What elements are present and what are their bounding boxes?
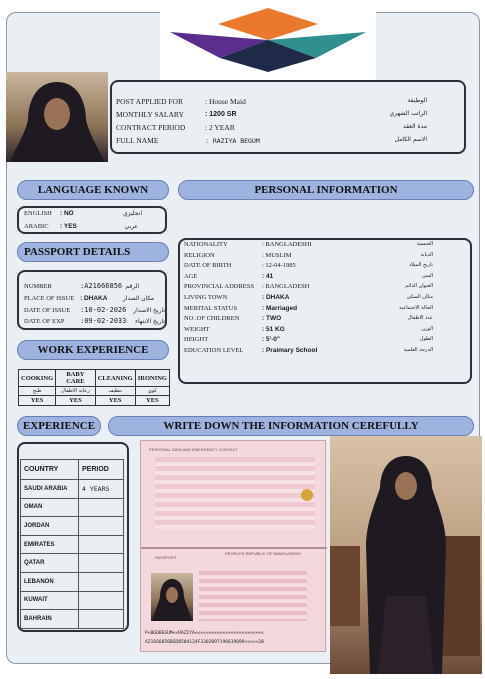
scan-mrz-line1: P<BGDBEGUM<<RAZIYA<<<<<<<<<<<<<<<<<<<<<<<<<	[145, 631, 264, 636]
country-cell: JORDAN	[21, 517, 79, 536]
place-issue-value: : DHAKA	[80, 295, 108, 302]
personal-ar: العنوان الدائم	[405, 283, 433, 290]
period-cell	[79, 498, 124, 517]
personal-ar: الديانة	[420, 251, 433, 258]
personal-ar: الطول	[419, 336, 433, 343]
experience-table	[20, 459, 124, 629]
english-value: : NO	[60, 210, 74, 217]
personal-value: : BANGLADESHI	[262, 241, 312, 248]
scan-bio-fields	[199, 571, 307, 621]
personal-ar: الحالة الاجتماعية	[399, 304, 433, 311]
table-row	[21, 498, 124, 517]
scan-data-page	[155, 457, 315, 529]
country-cell: LEBANON	[21, 572, 79, 591]
salary-label: MONTHLY SALARY	[116, 110, 184, 119]
personal-ar: السن	[421, 272, 433, 279]
name-label: FULL NAME	[116, 136, 159, 145]
personal-value: : 51 KG	[262, 325, 285, 333]
contract-value: : 2 YEAR	[205, 123, 235, 132]
exp-date-ar: تاريخ الانتهاء	[135, 318, 165, 325]
personal-label: MERITAL STATUS	[184, 304, 238, 312]
scan-seal-icon	[301, 489, 313, 501]
country-cell: QATAR	[21, 554, 79, 573]
personal-value: : Praimary School	[262, 347, 318, 354]
passport-number-ar: الرقم	[125, 283, 139, 290]
arabic-label: ARABIC	[24, 223, 49, 230]
issue-date-label: DATE OF ISSUE	[24, 307, 71, 314]
logo-icon	[160, 0, 376, 80]
personal-ar: الدرجة العلمية	[403, 347, 433, 353]
period-cell	[79, 572, 124, 591]
period-cell	[79, 517, 124, 536]
personal-label: AGE	[184, 272, 198, 280]
table-row	[21, 591, 124, 610]
passport-scan	[140, 440, 326, 652]
issue-date-value: :10-02-2026	[80, 306, 127, 314]
write-down-title: WRITE DOWN THE INFORMATION CEREFULLY	[108, 416, 474, 436]
language-title: LANGUAGE KNOWN	[17, 180, 169, 200]
personal-value: : 41	[262, 272, 274, 280]
work-skills-table	[18, 369, 170, 406]
table-row	[21, 610, 124, 629]
candidate-photo	[6, 72, 108, 162]
personal-ar: الوزن	[421, 325, 433, 332]
skill-header-ar: رعاية الاطفال	[56, 387, 96, 396]
scan-portrait	[151, 573, 193, 621]
country-cell: OMAN	[21, 498, 79, 517]
personal-label: WEIGHT	[184, 325, 210, 333]
place-issue-ar: مكان الصدار	[122, 295, 154, 302]
scan-passport-word: PASSPORT	[155, 555, 177, 560]
full-body-photo	[330, 436, 482, 674]
personal-label: DATE OF BIRTH	[184, 262, 232, 270]
english-label: ENGLISH	[24, 210, 52, 217]
issue-date-ar: تاريخ الاصدار	[133, 307, 165, 314]
agency-logo	[160, 0, 376, 80]
period-cell: 4 YEARS	[79, 480, 124, 499]
country-cell: EMIRATES	[21, 535, 79, 554]
personal-label: LIVING TOWN	[184, 294, 228, 301]
personal-value: : BANGLADESH	[262, 283, 310, 291]
personal-value: : DHAKA	[262, 294, 290, 301]
country-cell: BAHRAIN	[21, 610, 79, 629]
skill-value: YES	[56, 396, 96, 406]
name-value: : RAZIYA BEGUM	[205, 137, 260, 145]
country-cell: SAUDI ARABIA	[21, 480, 79, 499]
table-row	[21, 572, 124, 591]
exp-date-label: DATE OF EXP	[24, 318, 65, 325]
post-applied-value: : House Maid	[205, 97, 246, 106]
passport-title: PASSPORT DETAILS	[17, 242, 169, 262]
table-row	[21, 517, 124, 536]
exp-date-value: :09-02-2033	[80, 317, 127, 325]
period-cell	[79, 535, 124, 554]
skill-header-ar: طبخ	[19, 387, 56, 396]
skill-value: YES	[95, 396, 135, 406]
col-country: COUNTRY	[21, 460, 79, 480]
post-applied-label: POST APPLIED FOR	[116, 97, 183, 106]
work-title: WORK EXPERIENCE	[17, 340, 169, 360]
personal-title: PERSONAL INFORMATION	[178, 180, 474, 200]
scan-republic: PEOPLE'S REPUBLIC OF BANGLADESH	[225, 551, 301, 556]
skill-header: BABY CARE	[56, 370, 96, 387]
personal-ar: الجنسية	[416, 241, 433, 247]
passport-number-label: NUMBER	[24, 283, 52, 290]
scan-header: PERSONAL DATA AND EMERGENCY CONTACT	[149, 447, 238, 452]
place-issue-label: PLACE OF ISSUE	[24, 295, 75, 302]
contract-label: CONTRACT PERIOD	[116, 123, 186, 132]
salary-ar: الراتب الشهري	[389, 110, 427, 117]
table-row	[21, 480, 124, 499]
personal-label: EDUCATION LEVEL	[184, 347, 244, 354]
skill-header-ar: تنظيف	[95, 387, 135, 396]
personal-value: : TWO	[262, 315, 282, 323]
post-applied-ar: الوظيفة	[407, 97, 427, 104]
personal-ar: مكان السكن	[406, 294, 433, 300]
period-cell	[79, 591, 124, 610]
personal-ar: عدد الاطفال	[407, 315, 433, 322]
table-row	[21, 554, 124, 573]
name-ar: الاسم الكامل	[394, 136, 427, 143]
col-period: PERIOD	[79, 460, 124, 480]
personal-value: : Marriaged	[262, 304, 298, 312]
skill-value: YES	[135, 396, 169, 406]
personal-label: NO .OF CHILDREN	[184, 315, 240, 323]
personal-value: : MUSLIM	[262, 251, 292, 259]
personal-label: RELIGION	[184, 251, 215, 259]
personal-label: NATIONALITY	[184, 241, 228, 248]
skill-header: COOKING	[19, 370, 56, 387]
period-cell	[79, 610, 124, 629]
skill-header-ar: كوي	[135, 387, 169, 396]
experience-title: EXPERIENCE	[17, 416, 101, 436]
personal-label: HEIGHT	[184, 336, 209, 344]
arabic-value: : YES	[60, 223, 77, 230]
period-cell	[79, 554, 124, 573]
scan-mrz-line2: A21666856BGD8504124F3302097196619699<<<<<28	[145, 640, 264, 645]
personal-value: : 5'-0"	[262, 336, 280, 344]
salary-value: : 1200 SR	[205, 111, 237, 118]
english-ar: انجليزي	[122, 210, 142, 217]
skill-header: IRONING	[135, 370, 169, 387]
country-cell: KUWAIT	[21, 591, 79, 610]
passport-number-value: :A21666856	[80, 282, 123, 290]
table-row	[21, 535, 124, 554]
personal-value: : 12-04-1985	[262, 262, 296, 270]
personal-ar: تاريخ الميلاد	[408, 262, 433, 269]
arabic-ar: عربي	[124, 223, 138, 230]
contract-ar: مدة العقد	[403, 123, 427, 130]
personal-label: PROVINCIAL ADDRESS	[184, 283, 255, 291]
skill-header: CLEANING	[95, 370, 135, 387]
skill-value: YES	[19, 396, 56, 406]
